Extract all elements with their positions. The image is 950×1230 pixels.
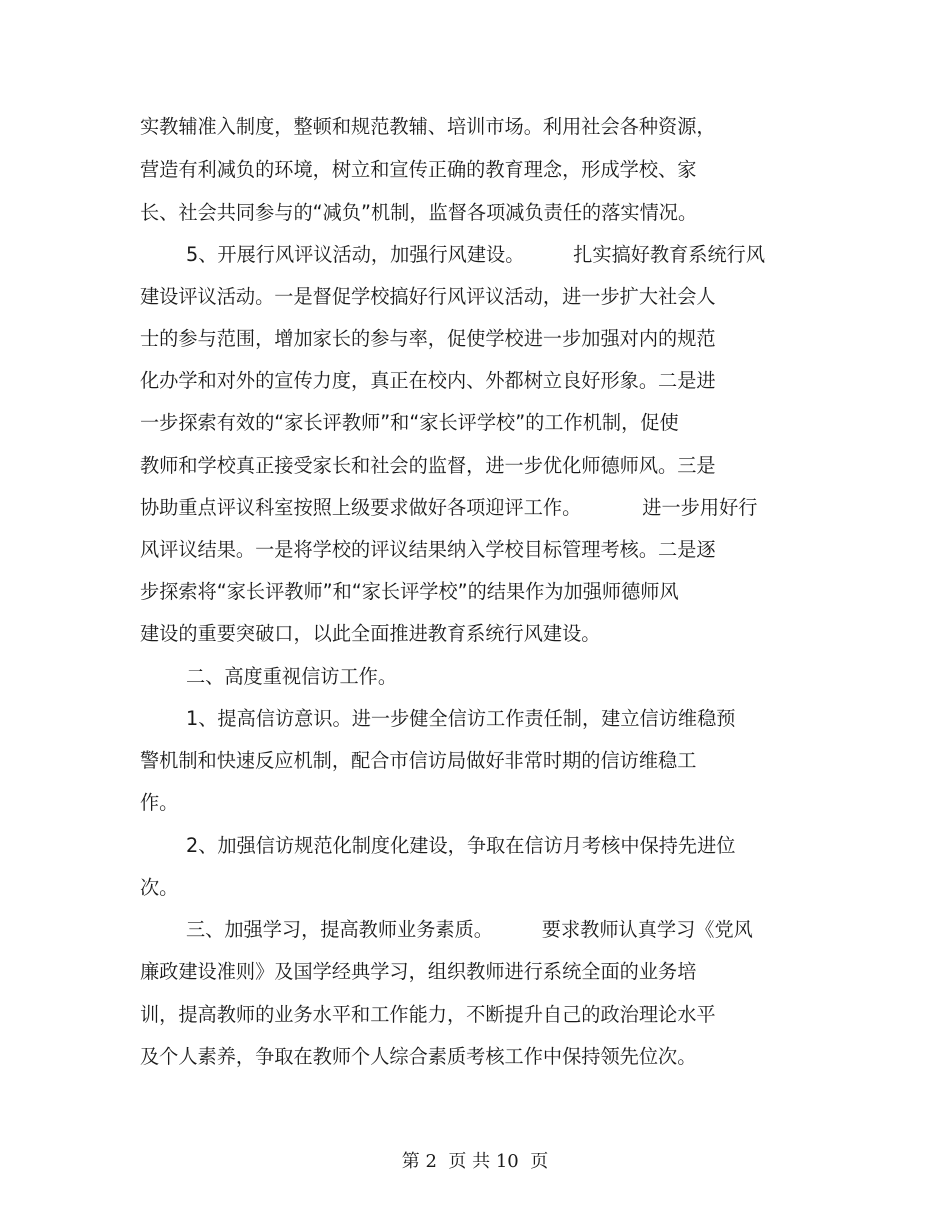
body-line-19: 次。 bbox=[140, 876, 179, 899]
section-heading-3: 三、加强学习，提高教师业务素质。 要求教师认真学习《党风 bbox=[186, 918, 753, 941]
body-line-2: 营造有利减负的环境，树立和宣传正确的教育理念，形成学校、家 bbox=[140, 158, 697, 181]
body-line-1: 实教辅准入制度，整顿和规范教辅、培训市场。利用社会各种资源， bbox=[140, 115, 716, 138]
body-line-13: 建设的重要突破口，以此全面推进教育系统行风建设。 bbox=[140, 622, 601, 645]
body-line-9: 教师和学校真正接受家长和社会的监督，进一步优化师德师风。三是 bbox=[140, 454, 716, 477]
section-heading-2: 二、高度重视信访工作。 bbox=[186, 665, 398, 688]
body-line-22: 训，提高教师的业务水平和工作能力，不断提升自己的政治理论水平 bbox=[140, 1003, 716, 1026]
body-line-21: 廉政建设准则》及国学经典学习，组织教师进行系统全面的业务培 bbox=[140, 960, 697, 983]
body-line-4: 5、开展行风评议活动，加强行风建设。 扎实搞好教育系统行风 bbox=[186, 243, 766, 266]
body-line-23: 及个人素养，争取在教师个人综合素质考核工作中保持领先位次。 bbox=[140, 1045, 697, 1068]
body-line-8: 一步探索有效的“家长评教师”和“家长评学校”的工作机制，促使 bbox=[140, 411, 679, 434]
body-line-16: 警机制和快速反应机制，配合市信访局做好非常时期的信访维稳工 bbox=[140, 749, 697, 772]
body-line-5: 建设评议活动。一是督促学校搞好行风评议活动，进一步扩大社会人 bbox=[140, 285, 716, 308]
body-line-17: 作。 bbox=[140, 791, 179, 814]
body-line-11: 风评议结果。一是将学校的评议结果纳入学校目标管理考核。二是逐 bbox=[140, 538, 716, 561]
body-line-15: 1、提高信访意识。进一步健全信访工作责任制，建立信访维稳预 bbox=[186, 707, 736, 730]
page-number-footer: 第 2 页 共 10 页 bbox=[401, 1151, 549, 1172]
body-line-3: 长、社会共同参与的“减负”机制，监督各项减负责任的落实情况。 bbox=[140, 201, 698, 224]
body-line-7: 化办学和对外的宣传力度，真正在校内、外都树立良好形象。二是进 bbox=[140, 369, 716, 392]
body-line-12: 步探索将“家长评教师”和“家长评学校”的结果作为加强师德师风 bbox=[140, 580, 679, 603]
body-line-18: 2、加强信访规范化制度化建设，争取在信访月考核中保持先进位 bbox=[186, 834, 736, 857]
body-line-10: 协助重点评议科室按照上级要求做好各项迎评工作。 进一步用好行 bbox=[140, 496, 758, 519]
body-line-6: 士的参与范围，增加家长的参与率，促使学校进一步加强对内的规范 bbox=[140, 327, 716, 350]
